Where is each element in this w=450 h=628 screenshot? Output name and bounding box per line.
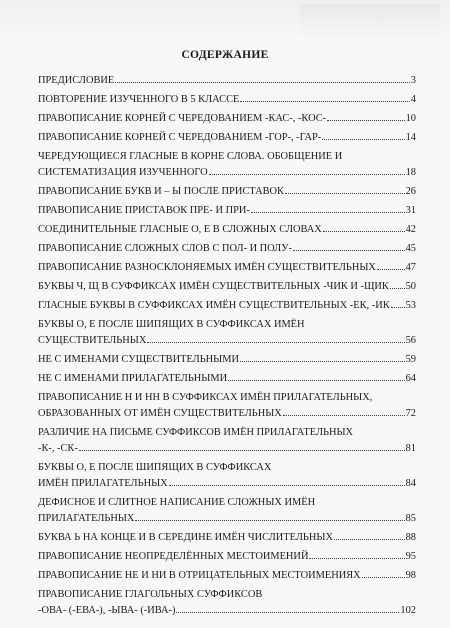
toc-page-number: 4 [410,94,416,105]
toc-entry-title: ПРАВОПИСАНИЕ СЛОЖНЫХ СЛОВ С ПОЛ- И ПОЛУ- [38,243,293,254]
toc-entry-line [38,530,416,546]
show-through-shadow [300,4,440,44]
dot-leader [176,611,399,613]
toc-entry-title: БУКВЫ О, Е ПОСЛЕ ШИПЯЩИХ В СУФФИКСАХ ИМЁН [38,319,305,330]
toc-entry-line [38,425,416,441]
toc-entry [38,298,416,314]
toc-entry [38,460,416,492]
toc-entry-line [38,333,416,349]
dot-leader [322,138,404,140]
toc-heading: СОДЕРЖАНИЕ [181,49,269,61]
toc-entry [38,149,416,181]
toc-entry-line [38,495,416,511]
toc-entry [38,371,416,387]
toc-page-number: 81 [405,443,416,454]
toc-entry-title: ПРАВОПИСАНИЕ НЕОПРЕДЕЛЁННЫХ МЕСТОИМЕНИЙ [38,551,309,562]
toc-page-number: 88 [405,532,416,543]
toc-page-number: 26 [405,186,416,197]
dot-leader [169,484,405,486]
toc-page-number: 10 [405,113,416,124]
toc-page-number: 102 [400,605,416,616]
toc-entry-line [38,241,416,257]
toc-page-number: 47 [405,262,416,273]
toc-entry-title: -К-, -СК- [38,443,78,454]
toc-entry-title: БУКВА Ь НА КОНЦЕ И В СЕРЕДИНЕ ИМЁН ЧИСЛИТЕЛЬНЫХ [38,532,333,543]
toc-entry-title: ПРИЛАГАТЕЛЬНЫХ [38,513,135,524]
toc-entry [38,568,416,584]
toc-entry [38,130,416,146]
dot-leader [285,192,405,194]
toc-entry-line [38,603,416,619]
dot-leader [79,449,405,451]
toc-entry [38,352,416,368]
dot-leader [240,100,409,102]
toc-entry-line [38,165,416,181]
dot-leader [334,538,405,540]
toc-entry-line [38,149,416,165]
toc-entry-line [38,111,416,127]
toc-entry [38,184,416,200]
toc-entry [38,495,416,527]
toc-entry-line [38,298,416,314]
toc-entry-line [38,371,416,387]
toc-entry-title: ДЕФИСНОЕ И СЛИТНОЕ НАПИСАНИЕ СЛОЖНЫХ ИМЁН [38,497,316,508]
dot-leader [362,576,405,578]
toc-page-number: 50 [405,281,416,292]
toc-entry-title: ПРАВОПИСАНИЕ Н И НН В СУФФИКСАХ ИМЁН ПРИЛАГАТЕЛЬНЫХ, [38,392,373,403]
toc-entry-title: НЕ С ИМЕНАМИ ПРИЛАГАТЕЛЬНЫМИ [38,373,228,384]
toc-entry [38,587,416,619]
toc-entry-title: НЕ С ИМЕНАМИ СУЩЕСТВИТЕЛЬНЫМИ [38,354,239,365]
toc-page-number: 84 [405,478,416,489]
toc-page-number: 53 [405,300,416,311]
toc-page-number: 98 [405,570,416,581]
toc-entry [38,279,416,295]
toc-entry [38,73,416,89]
toc-entry [38,260,416,276]
toc-entry-line [38,92,416,108]
toc-entry [38,530,416,546]
toc-entry-line [38,460,416,476]
dot-leader [390,287,405,289]
dot-leader [391,306,405,308]
toc-entry-line [38,390,416,406]
toc-entry-title: СУЩЕСТВИТЕЛЬНЫХ [38,335,147,346]
toc-entry [38,92,416,108]
toc-entry-line [38,587,416,603]
toc-entry-line [38,73,416,89]
toc-entry-line [38,203,416,219]
toc-page-number: 42 [405,224,416,235]
toc-entry-line [38,279,416,295]
toc-entry-title: ПРАВОПИСАНИЕ ГЛАГОЛЬНЫХ СУФФИКСОВ [38,589,263,600]
dot-leader [309,557,404,559]
toc-entry [38,241,416,257]
toc-entry-title: ПРАВОПИСАНИЕ НЕ И НИ В ОТРИЦАТЕЛЬНЫХ МЕСТОИМЕНИЯХ [38,570,361,581]
toc-entry [38,222,416,238]
toc-page-number: 56 [405,335,416,346]
dot-leader [209,173,405,175]
dot-leader [293,249,405,251]
toc-page-number: 14 [405,132,416,143]
toc-entry-title: ПРЕДИСЛОВИЕ [38,75,115,86]
toc-entry-title: БУКВЫ О, Е ПОСЛЕ ШИПЯЩИХ В СУФФИКСАХ [38,462,272,473]
toc-entry-line [38,352,416,368]
toc-entry [38,549,416,565]
toc-entry-title: ИМЁН ПРИЛАГАТЕЛЬНЫХ [38,478,168,489]
dot-leader [323,230,405,232]
toc-page-number: 45 [405,243,416,254]
dot-leader [251,211,405,213]
toc-entry [38,390,416,422]
toc-entry-line [38,549,416,565]
table-of-contents [38,73,416,622]
dot-leader [228,379,405,381]
dot-leader [135,519,404,521]
toc-entry-line [38,222,416,238]
toc-entry [38,425,416,457]
toc-entry-title: ПРАВОПИСАНИЕ КОРНЕЙ С ЧЕРЕДОВАНИЕМ -КАС-, -КОС- [38,113,327,124]
toc-entry-line [38,441,416,457]
toc-entry-title: ПРАВОПИСАНИЕ КОРНЕЙ С ЧЕРЕДОВАНИЕМ -ГОР-, -ГАР- [38,132,322,143]
toc-page-number: 64 [405,373,416,384]
toc-entry-line [38,317,416,333]
dot-leader [377,268,405,270]
toc-entry-title: СОЕДИНИТЕЛЬНЫЕ ГЛАСНЫЕ О, Е В СЛОЖНЫХ СЛОВАХ [38,224,322,235]
toc-entry-title: -ОВА- (-ЕВА-), -ЫВА- (-ИВА-) [38,605,176,616]
dot-leader [283,414,405,416]
toc-page-number: 59 [405,354,416,365]
toc-entry-title: БУКВЫ Ч, Щ В СУФФИКСАХ ИМЁН СУЩЕСТВИТЕЛЬНЫХ -ЧИК И -ЩИК [38,281,389,292]
toc-page-number: 31 [405,205,416,216]
toc-page-number: 95 [405,551,416,562]
toc-entry-line [38,184,416,200]
toc-entry-title: СИСТЕМАТИЗАЦИЯ ИЗУЧЕННОГО [38,167,208,178]
dot-leader [147,341,404,343]
toc-page-number: 85 [405,513,416,524]
toc-entry-title: ГЛАСНЫЕ БУКВЫ В СУФФИКСАХ ИМЁН СУЩЕСТВИТЕЛЬНЫХ -ЕК, -ИК [38,300,390,311]
toc-entry-title: ПОВТОРЕНИЕ ИЗУЧЕННОГО В 5 КЛАССЕ [38,94,240,105]
toc-entry-title: ПРАВОПИСАНИЕ БУКВ И – Ы ПОСЛЕ ПРИСТАВОК [38,186,284,197]
toc-entry-line [38,511,416,527]
toc-page-number: 72 [405,408,416,419]
toc-entry-line [38,568,416,584]
toc-entry-line [38,130,416,146]
dot-leader [115,81,410,83]
toc-entry-title: ПРАВОПИСАНИЕ РАЗНОСКЛОНЯЕМЫХ ИМЁН СУЩЕСТВИТЕЛЬНЫХ [38,262,376,273]
toc-entry-title: РАЗЛИЧИЕ НА ПИСЬМЕ СУФФИКСОВ ИМЁН ПРИЛАГАТЕЛЬНЫХ [38,427,354,438]
toc-entry [38,317,416,349]
dot-leader [327,119,405,121]
toc-entry-title: ПРАВОПИСАНИЕ ПРИСТАВОК ПРЕ- И ПРИ- [38,205,250,216]
toc-page-number: 3 [410,75,416,86]
toc-entry [38,111,416,127]
toc-entry-line [38,476,416,492]
toc-entry-title: ОБРАЗОВАННЫХ ОТ ИМЁН СУЩЕСТВИТЕЛЬНЫХ [38,408,282,419]
dot-leader [240,360,405,362]
toc-entry-title: ЧЕРЕДУЮЩИЕСЯ ГЛАСНЫЕ В КОРНЕ СЛОВА. ОБОБЩЕНИЕ И [38,151,343,162]
toc-page-number: 18 [405,167,416,178]
toc-entry-line [38,260,416,276]
toc-entry-line [38,406,416,422]
toc-entry [38,203,416,219]
